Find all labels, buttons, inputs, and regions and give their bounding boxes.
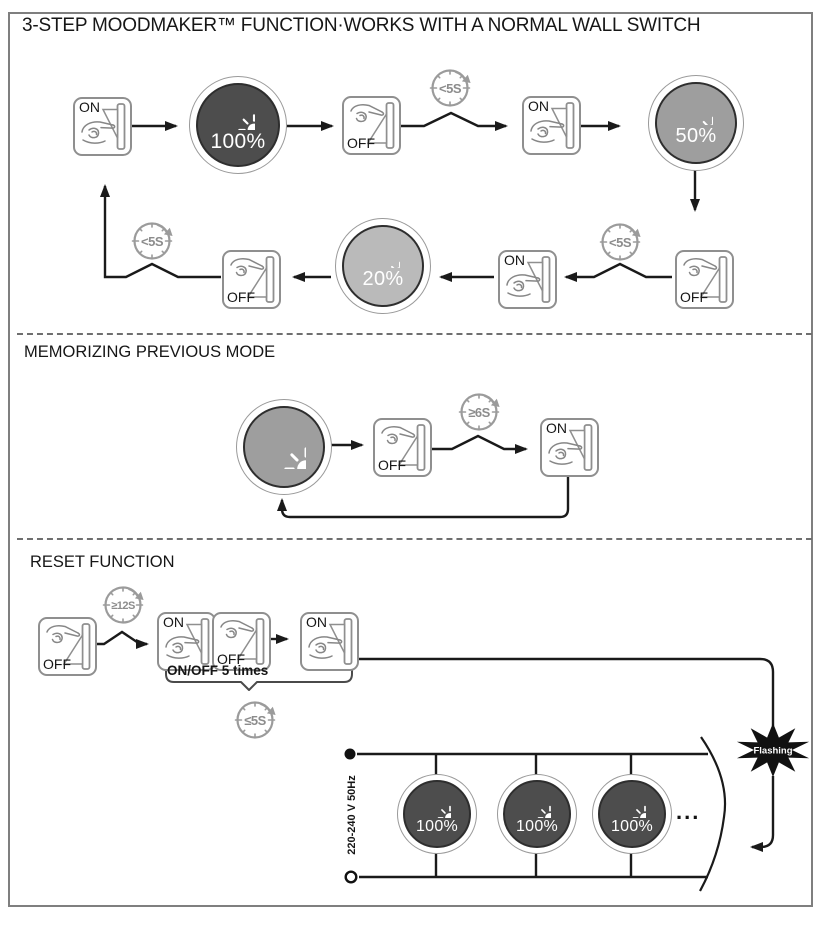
switch-state-label: ON bbox=[546, 420, 567, 436]
switch-state-label: ON bbox=[163, 614, 184, 630]
wall-switch-on bbox=[522, 96, 581, 155]
bulb-100-percent bbox=[497, 774, 577, 854]
timer-label: <5S bbox=[609, 235, 631, 250]
wall-switch-on bbox=[498, 250, 557, 309]
switch-state-label: OFF bbox=[227, 289, 255, 305]
wall-switch-on bbox=[73, 97, 132, 156]
sun-icon bbox=[679, 100, 713, 125]
switch-state-label: ON bbox=[504, 252, 525, 268]
bulb-previous-mode bbox=[236, 399, 332, 495]
more-bulbs-ellipsis: ... bbox=[676, 799, 701, 824]
bulb-20-percent bbox=[335, 218, 431, 314]
timer-less-than-5s-icon bbox=[596, 216, 644, 264]
page-title: 3-STEP MOODMAKER™ FUNCTION·WORKS WITH A NORMAL WALL SWITCH bbox=[22, 15, 701, 36]
bulb-100-percent bbox=[397, 774, 477, 854]
sun-icon bbox=[221, 98, 255, 130]
flashing-star-icon bbox=[733, 722, 813, 778]
switch-state-label: ON bbox=[79, 99, 100, 115]
timer-at-most-5s-icon bbox=[231, 694, 279, 742]
sun-icon bbox=[262, 425, 306, 469]
sun-icon bbox=[524, 793, 551, 818]
wall-switch-off bbox=[342, 96, 401, 155]
timer-label: <5S bbox=[439, 81, 461, 96]
wall-switch-on bbox=[540, 418, 599, 477]
timer-less-than-5s-icon bbox=[426, 62, 474, 110]
wall-switch-off bbox=[38, 617, 97, 676]
mains-voltage-label: 220-240 V 50Hz bbox=[346, 775, 358, 855]
switch-state-label: OFF bbox=[217, 651, 245, 667]
brightness-label: 100% bbox=[415, 818, 459, 835]
switch-state-label: OFF bbox=[347, 135, 375, 151]
sun-icon bbox=[366, 243, 400, 268]
wall-switch-on bbox=[300, 612, 359, 671]
brightness-label: 100% bbox=[515, 818, 559, 835]
switch-state-label: OFF bbox=[378, 457, 406, 473]
flashing-label: Flashing bbox=[753, 745, 793, 757]
sun-icon bbox=[619, 793, 646, 818]
timer-less-than-5s-icon bbox=[128, 215, 176, 263]
switch-state-label: ON bbox=[306, 614, 327, 630]
wall-switch-off bbox=[222, 250, 281, 309]
reset-heading: RESET FUNCTION bbox=[30, 553, 175, 571]
timer-label: ≤5S bbox=[244, 713, 266, 728]
brightness-label: 50% bbox=[675, 125, 717, 147]
wall-switch-off bbox=[675, 250, 734, 309]
timer-at-least-6s-icon bbox=[455, 386, 503, 434]
switch-state-label: OFF bbox=[43, 656, 71, 672]
switch-state-label: OFF bbox=[680, 289, 708, 305]
switch-state-label: ON bbox=[528, 98, 549, 114]
bulb-50-percent bbox=[648, 75, 744, 171]
timer-label: ≥12S bbox=[111, 600, 135, 612]
timer-label: <5S bbox=[141, 234, 163, 249]
bulb-100-percent bbox=[189, 76, 287, 174]
brightness-label: 100% bbox=[610, 818, 654, 835]
brightness-label: 20% bbox=[362, 268, 404, 290]
brightness-label: 100% bbox=[210, 130, 266, 153]
sun-icon bbox=[424, 793, 451, 818]
timer-at-least-12s-icon bbox=[99, 579, 147, 627]
wall-switch-off bbox=[373, 418, 432, 477]
onoff-5-times-label: ON/OFF 5 times bbox=[167, 663, 269, 678]
bulb-100-percent bbox=[592, 774, 672, 854]
memorizing-heading: MEMORIZING PREVIOUS MODE bbox=[24, 343, 276, 361]
timer-label: ≥6S bbox=[468, 405, 490, 420]
